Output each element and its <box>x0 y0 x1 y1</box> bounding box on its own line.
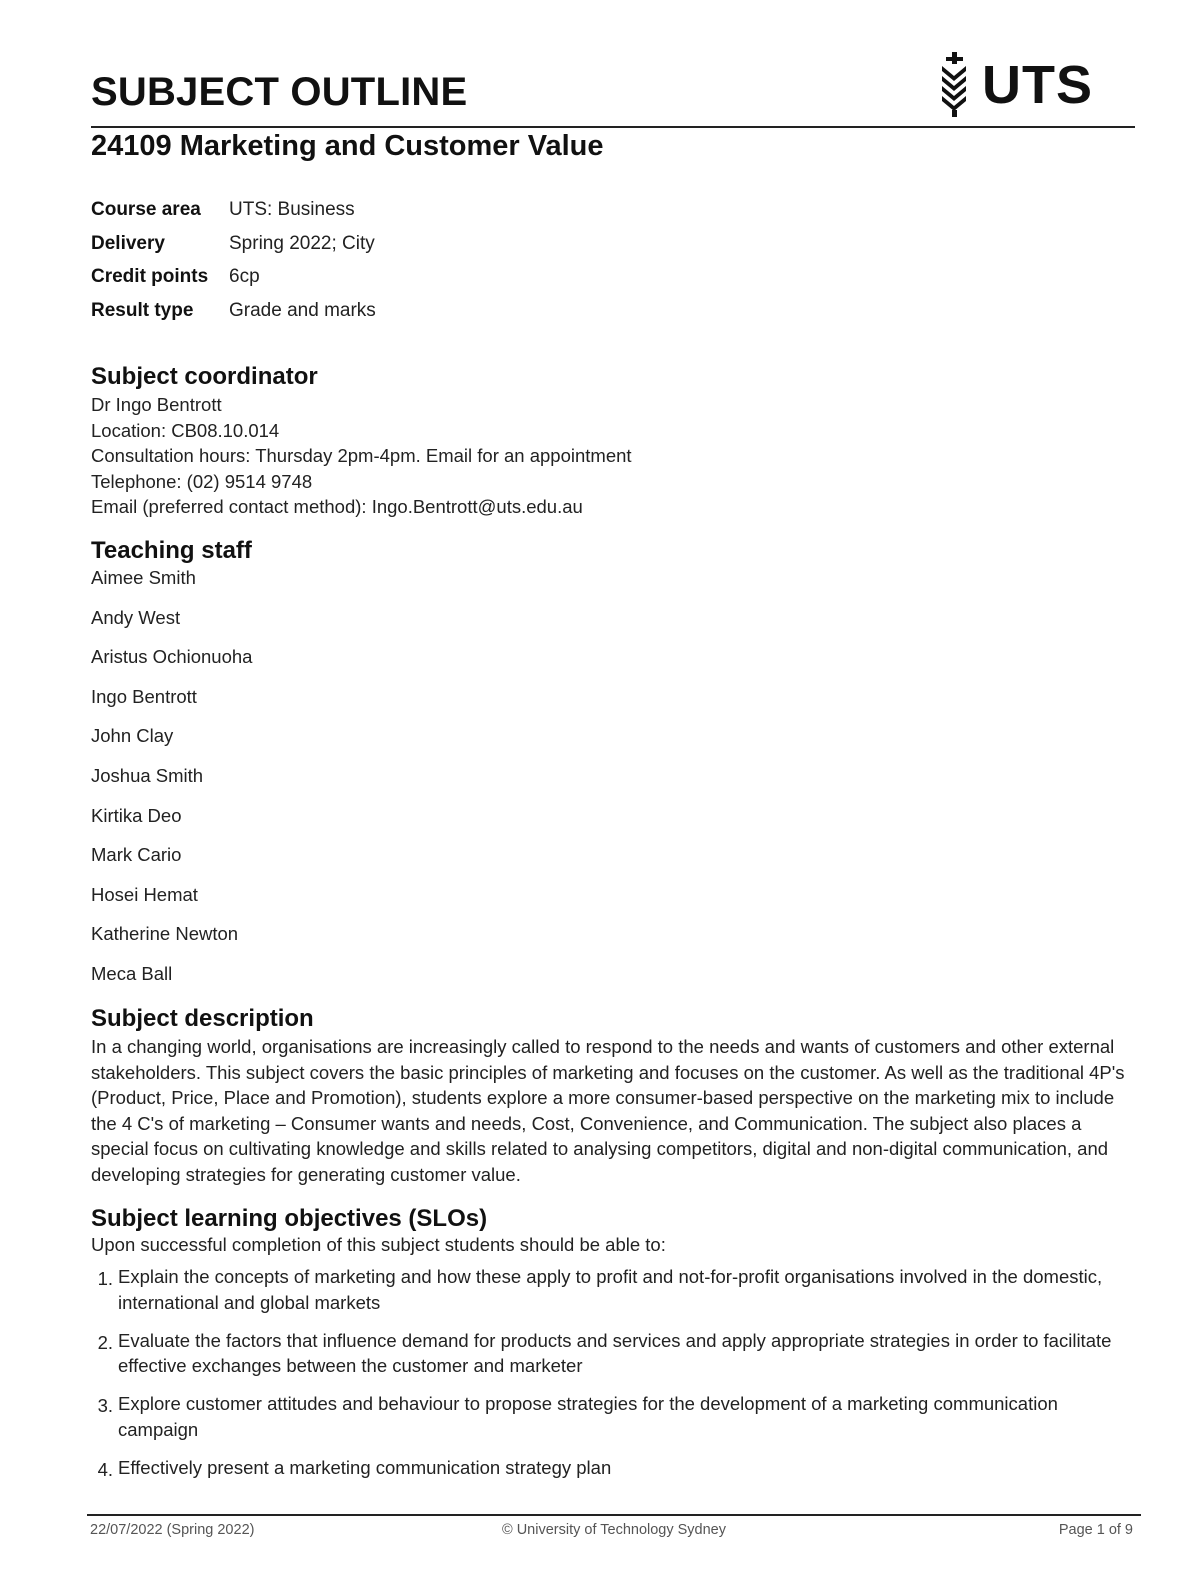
coordinator-details <box>91 392 1121 520</box>
staff-member: Meca Ball <box>91 962 173 984</box>
detail-value: UTS: Business <box>229 199 355 220</box>
list-item-number: 4. <box>97 1459 113 1481</box>
detail-value: Spring 2022; City <box>229 232 375 254</box>
detail-label: Credit points <box>91 266 209 287</box>
detail-row <box>91 227 376 261</box>
staff-member: Hosei Hemat <box>91 883 198 905</box>
slo-heading: Subject learning objectives (SLOs) <box>91 1205 488 1232</box>
detail-label: Result type <box>91 299 194 321</box>
footer-page-number: Page 1 of 9 <box>1058 1522 1133 1538</box>
staff-member: Andy West <box>91 606 181 628</box>
staff-member: Aimee Smith <box>91 567 196 588</box>
coordinator-email: Email (preferred contact method): Ingo.Bentrott@uts.edu.au <box>91 496 583 518</box>
uts-logo-text: UTS <box>982 55 1093 115</box>
coordinator-location: Location: CB08.10.014 <box>91 419 280 441</box>
coordinator-hours: Consultation hours: Thursday 2pm-4pm. Email for an appointment <box>91 445 632 467</box>
detail-value: 6cp <box>229 266 260 287</box>
staff-member: Mark Cario <box>91 844 182 866</box>
list-item <box>91 1328 1121 1379</box>
document-title: SUBJECT OUTLINE <box>91 70 468 114</box>
staff-member: Joshua Smith <box>91 764 204 786</box>
subject-description-heading: Subject description <box>91 1005 314 1032</box>
detail-row <box>91 294 376 328</box>
coordinator-name: Dr Ingo Bentrott <box>91 394 222 415</box>
detail-label: Delivery <box>91 232 165 254</box>
list-item-text: Evaluate the factors that influence demand for products and services and apply appropriate strategies in order to facilitate effective exchanges between the customer and marketer <box>118 1329 1112 1377</box>
staff-member: Ingo Bentrott <box>91 685 197 707</box>
slo-list <box>91 1264 1121 1495</box>
list-item <box>91 1264 1121 1315</box>
footer-copyright: © University of Technology Sydney <box>502 1522 726 1538</box>
subject-description-text: In a changing world, organisations are increasingly called to respond to the needs and wants of customers and other external stakeholders. This subject covers the basic principles of marketing and focuses on the customer. As well as the traditional 4P's (Product, Price, Place and Promotion), students explore a more consumer-based perspective on the marketing mix to include the 4 C's of marketing – Consumer wants and needs, Cost, Convenience, and Communication. The subject also places a special focus on cultivating knowledge and skills related to analysing competitors, digital and non-digital communication, and developing strategies for generating customer value. <box>91 1036 1125 1185</box>
uts-emblem-icon <box>934 52 974 118</box>
detail-row <box>91 260 376 294</box>
list-item <box>91 1391 1121 1442</box>
coordinator-heading: Subject coordinator <box>91 363 318 390</box>
list-item-number: 3. <box>97 1395 113 1417</box>
staff-member: Aristus Ochionuoha <box>91 646 253 668</box>
list-item-number: 1. <box>97 1268 113 1289</box>
slo-intro: Upon successful completion of this subject students should be able to: <box>91 1234 666 1255</box>
list-item-text: Explain the concepts of marketing and how these apply to profit and not-for-profit organisations involved in the domestic, international and global markets <box>118 1266 1103 1313</box>
staff-member: Katherine Newton <box>91 923 239 945</box>
list-item-text: Effectively present a marketing communication strategy plan <box>118 1457 612 1479</box>
subject-details <box>91 193 376 327</box>
list-item-number: 2. <box>97 1331 113 1353</box>
detail-row <box>91 193 376 227</box>
subject-title: 24109 Marketing and Customer Value <box>91 130 604 162</box>
teaching-staff-list <box>91 565 252 1001</box>
staff-member: Kirtika Deo <box>91 804 182 826</box>
list-item <box>91 1455 1121 1483</box>
staff-member: John Clay <box>91 725 174 747</box>
page-header <box>91 55 1135 128</box>
footer-date: 22/07/2022 (Spring 2022) <box>90 1522 255 1538</box>
uts-logo <box>934 50 1093 120</box>
list-item-text: Explore customer attitudes and behaviour to propose strategies for the development of a marketing communication campaign <box>118 1393 1058 1440</box>
coordinator-telephone: Telephone: (02) 9514 9748 <box>91 470 313 492</box>
detail-label: Course area <box>91 199 201 220</box>
detail-value: Grade and marks <box>229 299 376 321</box>
page-footer <box>87 1514 1141 1544</box>
teaching-staff-heading: Teaching staff <box>91 537 252 564</box>
